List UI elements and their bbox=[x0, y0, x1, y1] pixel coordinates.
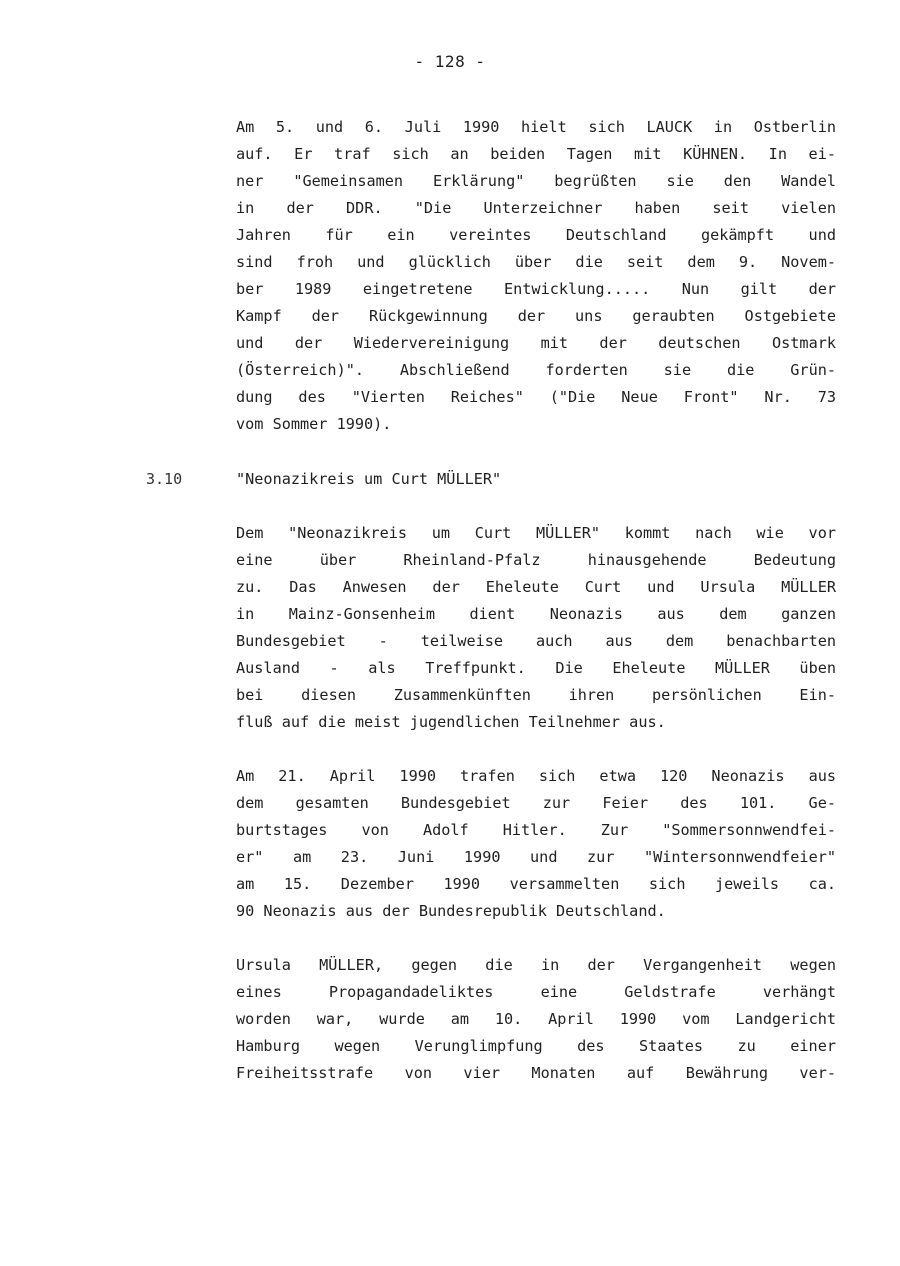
text-line: Hamburg wegen Verunglimpfung des Staates zu einer bbox=[236, 1037, 836, 1055]
text-line: ber 1989 eingetretene Entwicklung..... Nun gilt der bbox=[236, 280, 836, 298]
text-line: worden war, wurde am 10. April 1990 vom Landgericht bbox=[236, 1010, 836, 1028]
text-line: und der Wiedervereinigung mit der deutschen Ostmark bbox=[236, 334, 836, 352]
text-line: sind froh und glücklich über die seit dem 9. Novem- bbox=[236, 253, 836, 271]
text-line: (Österreich)". Abschließend forderten sie die Grün- bbox=[236, 361, 836, 379]
text-line: auf. Er traf sich an beiden Tagen mit KÜHNEN. In ei- bbox=[236, 145, 836, 163]
text-line: Am 21. April 1990 trafen sich etwa 120 Neonazis aus bbox=[236, 767, 836, 785]
text-line: bei diesen Zusammenkünften ihren persönlichen Ein- bbox=[236, 686, 836, 704]
text-line: Bundesgebiet - teilweise auch aus dem benachbarten bbox=[236, 632, 836, 650]
text-line: dung des "Vierten Reiches" ("Die Neue Front" Nr. 73 bbox=[236, 388, 836, 406]
text-line: zu. Das Anwesen der Eheleute Curt und Ursula MÜLLER bbox=[236, 578, 836, 596]
text-line: in Mainz-Gonsenheim dient Neonazis aus dem ganzen bbox=[236, 605, 836, 623]
text-line: er" am 23. Juni 1990 und zur "Wintersonnwendfeier" bbox=[236, 848, 836, 866]
text-line: vom Sommer 1990). bbox=[236, 415, 392, 433]
text-line: Kampf der Rückgewinnung der uns geraubten Ostgebiete bbox=[236, 307, 836, 325]
text-line: burtstages von Adolf Hitler. Zur "Sommersonnwendfei- bbox=[236, 821, 836, 839]
page-number: - 128 - bbox=[414, 52, 486, 71]
text-line: am 15. Dezember 1990 versammelten sich jeweils ca. bbox=[236, 875, 836, 893]
text-line: in der DDR. "Die Unterzeichner haben seit vielen bbox=[236, 199, 836, 217]
text-line: Ausland - als Treffpunkt. Die Eheleute MÜLLER üben bbox=[236, 659, 836, 677]
text-line: Ursula MÜLLER, gegen die in der Vergangenheit wegen bbox=[236, 956, 836, 974]
text-line: Freiheitsstrafe von vier Monaten auf Bewährung ver- bbox=[236, 1064, 836, 1082]
section-title: "Neonazikreis um Curt MÜLLER" bbox=[236, 470, 502, 488]
text-line: Am 5. und 6. Juli 1990 hielt sich LAUCK in Ostberlin bbox=[236, 118, 836, 136]
text-line: eine über Rheinland-Pfalz hinausgehende Bedeutung bbox=[236, 551, 836, 569]
text-line: fluß auf die meist jugendlichen Teilnehmer aus. bbox=[236, 713, 666, 731]
text-line: Jahren für ein vereintes Deutschland gekämpft und bbox=[236, 226, 836, 244]
text-line: Dem "Neonazikreis um Curt MÜLLER" kommt nach wie vor bbox=[236, 524, 836, 542]
section-number: 3.10 bbox=[146, 470, 183, 488]
text-line: 90 Neonazis aus der Bundesrepublik Deutschland. bbox=[236, 902, 666, 920]
text-line: ner "Gemeinsamen Erklärung" begrüßten sie den Wandel bbox=[236, 172, 836, 190]
text-line: dem gesamten Bundesgebiet zur Feier des 101. Ge- bbox=[236, 794, 836, 812]
text-line: eines Propagandadeliktes eine Geldstrafe verhängt bbox=[236, 983, 836, 1001]
